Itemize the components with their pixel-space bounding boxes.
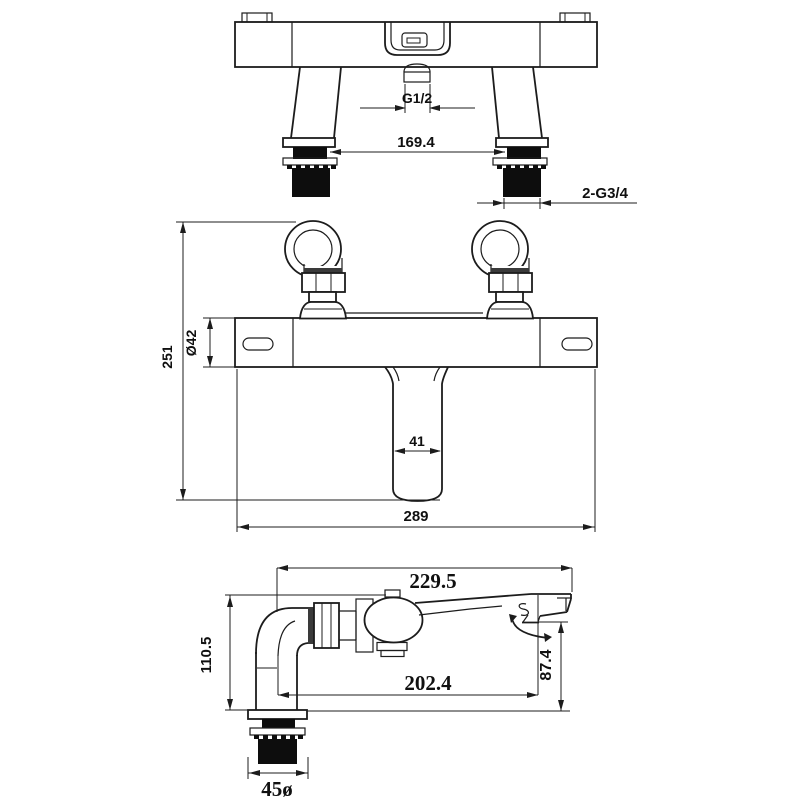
dimension-outlet-height	[538, 622, 568, 711]
dimension-overall-height	[159, 222, 296, 500]
dimension-inlet-thread	[477, 185, 637, 209]
union-nut	[314, 603, 356, 648]
dimension-spout-width	[394, 433, 441, 454]
dimension-label-overall-depth: 229.5	[409, 569, 457, 593]
dimension-label-outlet-height: 87.4	[538, 649, 555, 681]
dimension-label-shank-diameter: 45ø	[261, 777, 293, 800]
dimension-leg-spacing	[330, 134, 505, 155]
tap-leg-right	[492, 67, 542, 138]
view-side-bottom	[198, 565, 572, 800]
dimension-label-overall-height: 251	[159, 345, 175, 369]
view-front-top	[235, 13, 637, 209]
dimension-label-outlet-thread: G1/2	[401, 90, 433, 106]
mounting-tab-right	[560, 13, 590, 22]
spout-lever-side	[415, 594, 571, 642]
tap-body-bar	[235, 22, 597, 67]
mounting-shank-right	[493, 138, 548, 197]
deck-shank	[248, 710, 570, 764]
dimension-body-diameter	[183, 318, 235, 367]
dimension-label-spout-width: 41	[409, 433, 425, 449]
tap-leg-left	[291, 67, 341, 138]
hose-connection-left	[285, 221, 346, 319]
view-front-middle	[159, 221, 597, 532]
dimension-label-overall-width: 289	[403, 508, 429, 525]
dimension-label-spout-reach: 202.4	[404, 671, 452, 695]
mounting-shank-left	[283, 138, 337, 197]
dimension-outlet-thread	[360, 84, 475, 113]
diverter-housing	[385, 22, 450, 55]
dimension-label-leg-spacing: 169.4	[397, 134, 435, 151]
spout-underside-arc	[512, 617, 548, 638]
spout-outlet-curl	[519, 604, 528, 616]
hose-connection-right	[472, 221, 533, 319]
dimension-label-body-diameter: Ø42	[183, 329, 199, 357]
fixing-slot-left	[243, 338, 273, 350]
mounting-tab-left	[242, 13, 272, 22]
mixer-body	[235, 318, 597, 367]
dimension-label-height-above-deck: 110.5	[198, 636, 215, 674]
fixing-slot-right	[562, 338, 592, 350]
dimension-label-inlet-thread: 2-G3/4	[582, 185, 628, 202]
valve-body	[356, 590, 423, 657]
